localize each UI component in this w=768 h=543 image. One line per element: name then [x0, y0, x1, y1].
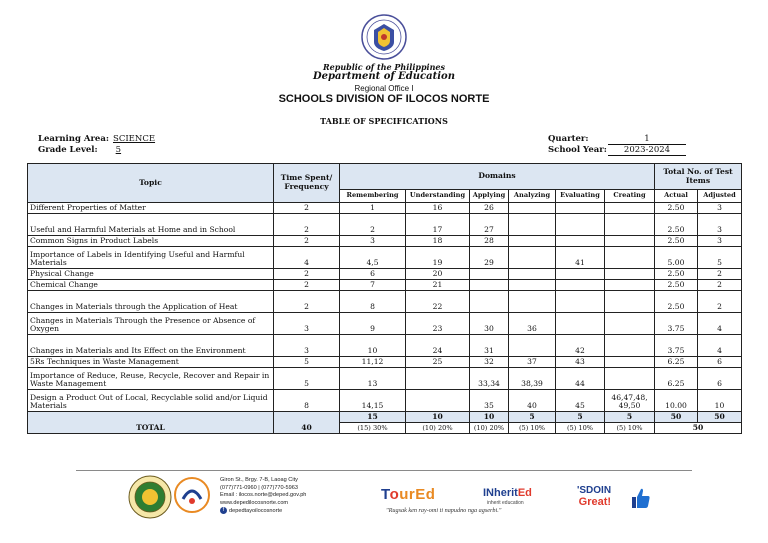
topic-cell: Changes in Materials Through the Presence or Absence of Oxygen [28, 313, 274, 335]
applying-cell: 27 [470, 214, 509, 236]
actual-header: Actual [655, 190, 698, 203]
pct-total: 50 [655, 423, 742, 434]
school-year-line [548, 145, 686, 156]
analyzing-cell [509, 269, 556, 280]
creating-cell: 46,47,48, 49,50 [605, 390, 655, 412]
time-spent-header: Time Spent/ Frequency [274, 164, 340, 203]
time-cell: 2 [274, 236, 340, 247]
adjusted-cell: 3 [698, 236, 742, 247]
table-row [28, 368, 742, 390]
table-row [28, 214, 742, 236]
pct-remembering: (15) 30% [340, 423, 406, 434]
evaluating-cell [556, 236, 605, 247]
school-year-value: 2023-2024 [608, 145, 686, 156]
remembering-cell: 6 [340, 269, 406, 280]
creating-cell [605, 313, 655, 335]
adjusted-cell: 2 [698, 280, 742, 291]
actual-cell: 2.50 [655, 269, 698, 280]
address-text: Giron St., Brgy. 7-B, Laoag City [220, 477, 298, 483]
topic-cell: Design a Product Out of Local, Recyclable solid and/or Liquid Materials [28, 390, 274, 412]
total-evaluating: 5 [556, 412, 605, 423]
applying-cell: 33,34 [470, 368, 509, 390]
understanding-cell [406, 368, 470, 390]
actual-cell: 6.25 [655, 368, 698, 390]
topic-cell: Useful and Harmful Materials at Home and in School [28, 214, 274, 236]
topic-cell: Importance of Reduce, Reuse, Recycle, Recover and Repair in Waste Management [28, 368, 274, 390]
analyzing-header: Analyzing [509, 190, 556, 203]
adjusted-cell: 2 [698, 291, 742, 313]
topic-cell: Changes in Materials and Its Effect on the Environment [28, 335, 274, 357]
understanding-cell: 18 [406, 236, 470, 247]
adjusted-cell: 4 [698, 335, 742, 357]
matatag-logo-icon [174, 477, 210, 513]
total-items-header: Total No. of Test Items [655, 164, 742, 190]
actual-cell: 2.50 [655, 291, 698, 313]
creating-cell [605, 280, 655, 291]
analyzing-cell: 38,39 [509, 368, 556, 390]
analyzing-cell: 37 [509, 357, 556, 368]
learning-area-label: Learning Area: [38, 134, 109, 144]
table-row [28, 280, 742, 291]
contact-block [220, 477, 306, 516]
inherited-subtitle: inherit education [487, 500, 524, 506]
total-remembering: 15 [340, 412, 406, 423]
specifications-table [27, 163, 742, 434]
department-heading: Department of Education [313, 71, 455, 82]
topic-cell: 5Rs Techniques in Waste Management [28, 357, 274, 368]
total-understanding: 10 [406, 412, 470, 423]
quarter-value: 1 [608, 134, 686, 145]
actual-cell: 3.75 [655, 335, 698, 357]
understanding-cell: 24 [406, 335, 470, 357]
applying-cell [470, 291, 509, 313]
understanding-cell: 20 [406, 269, 470, 280]
remembering-cell: 2 [340, 214, 406, 236]
actual-cell: 5.00 [655, 247, 698, 269]
remembering-cell: 8 [340, 291, 406, 313]
applying-cell: 32 [470, 357, 509, 368]
evaluating-cell: 45 [556, 390, 605, 412]
document-title: TABLE OF SPECIFICATIONS [320, 116, 448, 126]
grade-level-label: Grade Level: [38, 145, 98, 155]
analyzing-cell: 36 [509, 313, 556, 335]
facebook-text: depedtayoilocosnorte [229, 508, 283, 515]
learning-area-value: SCIENCE [113, 134, 156, 144]
applying-cell: 30 [470, 313, 509, 335]
pct-evaluating: (5) 10% [556, 423, 605, 434]
adjusted-cell: 3 [698, 214, 742, 236]
creating-cell [605, 236, 655, 247]
evaluating-cell [556, 291, 605, 313]
creating-header: Creating [605, 190, 655, 203]
total-label: TOTAL [28, 412, 274, 434]
evaluating-cell: 44 [556, 368, 605, 390]
applying-cell: 31 [470, 335, 509, 357]
analyzing-cell [509, 214, 556, 236]
deped-seal-icon [361, 14, 407, 60]
actual-cell: 2.50 [655, 214, 698, 236]
grade-level-line [38, 145, 121, 155]
time-cell: 2 [274, 280, 340, 291]
time-cell: 8 [274, 390, 340, 412]
applying-cell [470, 280, 509, 291]
pct-creating: (5) 10% [605, 423, 655, 434]
evaluating-cell [556, 214, 605, 236]
adjusted-header: Adjusted [698, 190, 742, 203]
pct-understanding: (10) 20% [406, 423, 470, 434]
evaluating-cell: 42 [556, 335, 605, 357]
email-text: Email : ilocos.norte@deped.gov.ph [220, 492, 307, 499]
evaluating-cell [556, 280, 605, 291]
pct-analyzing: (5) 10% [509, 423, 556, 434]
actual-cell: 6.25 [655, 357, 698, 368]
understanding-cell: 19 [406, 247, 470, 269]
evaluating-cell: 41 [556, 247, 605, 269]
facebook-line[interactable] [220, 507, 306, 516]
applying-cell: 28 [470, 236, 509, 247]
thumbs-up-icon [629, 486, 651, 510]
facebook-icon: f [220, 507, 227, 514]
remembering-cell: 14,15 [340, 390, 406, 412]
total-applying: 10 [470, 412, 509, 423]
creating-cell [605, 247, 655, 269]
total-creating: 5 [605, 412, 655, 423]
remembering-cell: 13 [340, 368, 406, 390]
time-cell: 4 [274, 247, 340, 269]
creating-cell [605, 214, 655, 236]
phone-text: (077)771-0960 | (077)770-5963 [220, 484, 298, 491]
table-row [28, 291, 742, 313]
understanding-cell: 21 [406, 280, 470, 291]
understanding-cell: 23 [406, 313, 470, 335]
adjusted-cell: 6 [698, 368, 742, 390]
total-actual: 50 [655, 412, 698, 423]
time-cell: 2 [274, 269, 340, 280]
table-row [28, 269, 742, 280]
topic-cell: Physical Change [28, 269, 274, 280]
analyzing-cell [509, 335, 556, 357]
time-cell: 2 [274, 214, 340, 236]
remembering-cell: 10 [340, 335, 406, 357]
remembering-cell: 3 [340, 236, 406, 247]
actual-cell: 2.50 [655, 280, 698, 291]
analyzing-cell [509, 236, 556, 247]
remembering-cell: 1 [340, 203, 406, 214]
division-seal-icon [128, 475, 172, 519]
total-time-cell: 40 [274, 412, 340, 434]
analyzing-cell [509, 280, 556, 291]
evaluating-cell [556, 203, 605, 214]
time-cell: 2 [274, 203, 340, 214]
table-row [28, 390, 742, 412]
website-link[interactable]: www.depedilocosnorte.com [220, 499, 289, 506]
applying-cell: 26 [470, 203, 509, 214]
adjusted-cell: 5 [698, 247, 742, 269]
applying-header: Applying [470, 190, 509, 203]
understanding-cell: 17 [406, 214, 470, 236]
adjusted-cell: 2 [698, 269, 742, 280]
division-heading: SCHOOLS DIVISION OF ILOCOS NORTE [278, 93, 490, 105]
analyzing-cell [509, 291, 556, 313]
slogan-text: "Rugsak ken ray-omi ti napudno nga agserbi." [386, 507, 502, 514]
table-row [28, 203, 742, 214]
topic-cell: Importance of Labels in Identifying Useful and Harmful Materials [28, 247, 274, 269]
domains-header: Domains [340, 164, 655, 190]
adjusted-cell: 6 [698, 357, 742, 368]
region-heading: Regional Office I [354, 84, 414, 93]
applying-cell: 35 [470, 390, 509, 412]
adjusted-cell: 10 [698, 390, 742, 412]
remembering-cell: 7 [340, 280, 406, 291]
analyzing-cell [509, 247, 556, 269]
evaluating-cell [556, 313, 605, 335]
actual-cell: 10.00 [655, 390, 698, 412]
total-analyzing: 5 [509, 412, 556, 423]
topic-cell: Chemical Change [28, 280, 274, 291]
analyzing-cell [509, 203, 556, 214]
time-cell: 5 [274, 357, 340, 368]
topic-cell: Common Signs in Product Labels [28, 236, 274, 247]
grade-level-value: 5 [115, 145, 122, 155]
total-adjusted: 50 [698, 412, 742, 423]
time-cell: 3 [274, 335, 340, 357]
time-cell: 5 [274, 368, 340, 390]
quarter-label: Quarter: [548, 134, 589, 144]
table-row [28, 247, 742, 269]
evaluating-header: Evaluating [556, 190, 605, 203]
table-row [28, 313, 742, 335]
applying-cell: 29 [470, 247, 509, 269]
creating-cell [605, 335, 655, 357]
understanding-header: Understanding [406, 190, 470, 203]
understanding-cell: 22 [406, 291, 470, 313]
toured-logo: TourEd [381, 486, 436, 503]
table-row [28, 236, 742, 247]
creating-cell [605, 291, 655, 313]
understanding-cell: 25 [406, 357, 470, 368]
analyzing-cell: 40 [509, 390, 556, 412]
understanding-cell: 16 [406, 203, 470, 214]
school-year-label: School Year: [548, 145, 607, 155]
table-row [28, 335, 742, 357]
actual-cell: 2.50 [655, 203, 698, 214]
time-cell: 2 [274, 291, 340, 313]
adjusted-cell: 4 [698, 313, 742, 335]
adjusted-cell: 3 [698, 203, 742, 214]
time-cell: 3 [274, 313, 340, 335]
creating-cell [605, 203, 655, 214]
actual-cell: 2.50 [655, 236, 698, 247]
remembering-header: Remembering [340, 190, 406, 203]
topic-cell: Changes in Materials through the Application of Heat [28, 291, 274, 313]
table-row [28, 357, 742, 368]
topic-header: Topic [28, 164, 274, 203]
topic-cell: Different Properties of Matter [28, 203, 274, 214]
learning-area-line [38, 134, 155, 144]
remembering-cell: 11,12 [340, 357, 406, 368]
creating-cell [605, 368, 655, 390]
applying-cell [470, 269, 509, 280]
remembering-cell: 4,5 [340, 247, 406, 269]
evaluating-cell: 43 [556, 357, 605, 368]
creating-cell [605, 357, 655, 368]
sdoin-great-logo: 'SDOIN Great! [577, 485, 612, 508]
remembering-cell: 9 [340, 313, 406, 335]
actual-cell: 3.75 [655, 313, 698, 335]
footer-divider [76, 470, 692, 471]
creating-cell [605, 269, 655, 280]
evaluating-cell [556, 269, 605, 280]
pct-applying: (10) 20% [470, 423, 509, 434]
totals-row [28, 412, 742, 423]
understanding-cell [406, 390, 470, 412]
republic-heading: Republic of the Philippines [322, 62, 445, 72]
inherited-logo: INheritEd [483, 487, 532, 499]
quarter-line [548, 134, 686, 145]
